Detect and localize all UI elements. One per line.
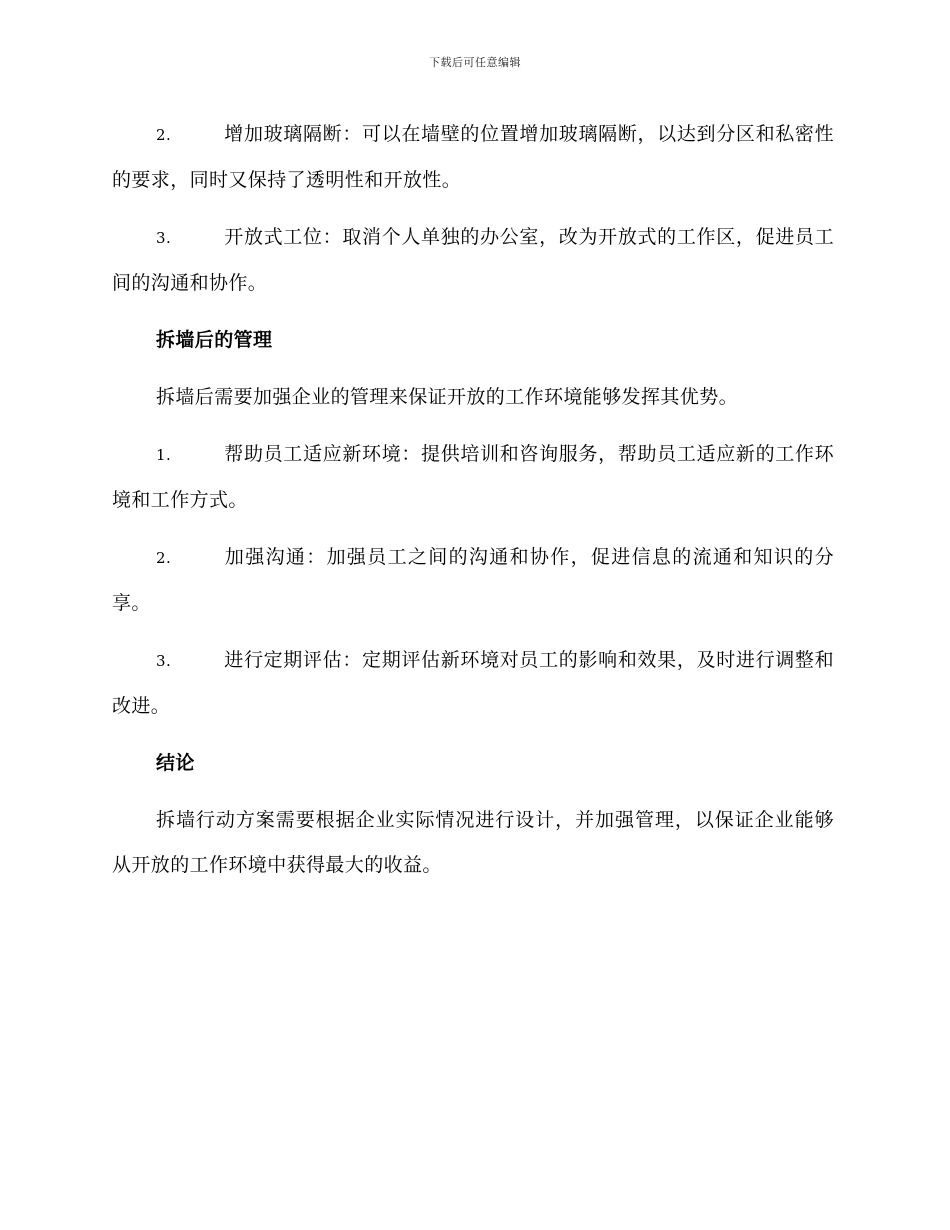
section-heading-conclusion: 结论 — [156, 752, 195, 774]
list-text: 开放式工位：取消个人单独的办公室，改为开放式的工作区，促进员工间的沟通和协作。 — [112, 226, 834, 294]
list-number: 2. — [156, 549, 172, 567]
list-item — [112, 535, 834, 626]
document-body — [112, 112, 834, 900]
page-header: 下载后可任意编辑 — [429, 56, 521, 69]
list-item — [112, 112, 834, 203]
list-text: 加强沟通：加强员工之间的沟通和协作，促进信息的流通和知识的分享。 — [112, 546, 834, 614]
list-number: 3. — [156, 229, 172, 247]
list-text: 帮助员工适应新环境：提供培训和咨询服务，帮助员工适应新的工作环境和工作方式。 — [112, 443, 834, 511]
list-item — [112, 638, 834, 729]
list-text: 进行定期评估：定期评估新环境对员工的影响和效果，及时进行调整和改进。 — [112, 649, 834, 717]
paragraph-conclusion: 拆墙行动方案需要根据企业实际情况进行设计，并加强管理，以保证企业能够从开放的工作环境中获得最大的收益。 — [112, 809, 834, 876]
list-text: 增加玻璃隔断：可以在墙壁的位置增加玻璃隔断，以达到分区和私密性的要求，同时又保持了透明性和开放性。 — [112, 123, 834, 191]
list-number: 2. — [156, 126, 172, 144]
list-item — [112, 432, 834, 523]
list-number: 1. — [156, 446, 172, 464]
paragraph-management: 拆墙后需要加强企业的管理来保证开放的工作环境能够发挥其优势。 — [156, 386, 739, 408]
section-heading-management: 拆墙后的管理 — [156, 329, 273, 351]
list-number: 3. — [156, 652, 172, 670]
list-item — [112, 215, 834, 306]
